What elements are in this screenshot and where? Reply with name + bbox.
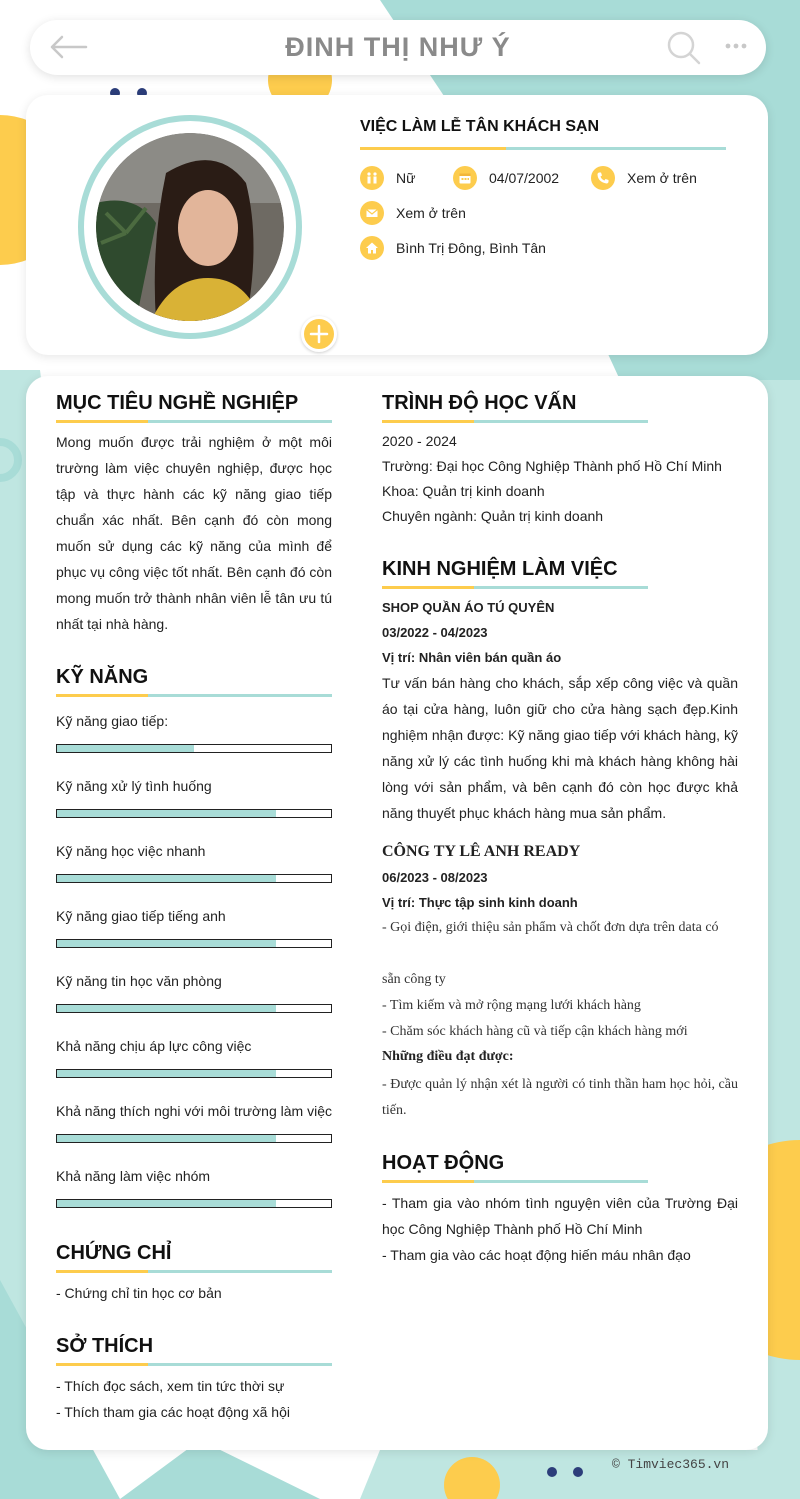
hobbies-underline-teal: [148, 1363, 332, 1366]
skill-label: Khả năng làm việc nhóm: [56, 1168, 211, 1184]
activities-title: HOẠT ĐỘNG: [382, 1152, 505, 1174]
plus-icon: [304, 319, 334, 349]
job2-line: sẵn công ty: [382, 972, 446, 987]
title-underline-teal: [506, 147, 726, 150]
job2-line: - Chăm sóc khách hàng cũ và tiếp cận khách hàng mới: [382, 1024, 688, 1039]
job2-line: - Tìm kiếm và mở rộng mạng lưới khách hàng: [382, 998, 641, 1013]
skills-underline-yellow: [56, 694, 148, 697]
email-row: [360, 201, 466, 225]
skills-underline-teal: [148, 694, 332, 697]
add-photo-button[interactable]: [301, 316, 337, 352]
skill-bar: [56, 1134, 332, 1143]
search-icon[interactable]: [666, 30, 702, 66]
profile-card: [26, 95, 768, 355]
education-underline-teal: [474, 420, 648, 423]
objective-underline-yellow: [56, 420, 148, 423]
skill-bar-fill: [57, 875, 276, 882]
mail-icon: [360, 201, 384, 225]
skill-bar-fill: [57, 1200, 276, 1207]
skill-bar: [56, 1069, 332, 1078]
job2-period: 06/2023 - 08/2023: [382, 870, 488, 885]
job1-period: 03/2022 - 04/2023: [382, 625, 488, 640]
skill-bar: [56, 939, 332, 948]
cv-body-card: [26, 376, 768, 1450]
phone-value: Xem ở trên: [627, 170, 697, 186]
certificates-title: CHỨNG CHỈ: [56, 1242, 172, 1264]
skill-bar: [56, 809, 332, 818]
page-title: ĐINH THỊ NHƯ Ý: [285, 32, 511, 62]
objective-text: Mong muốn được trải nghiệm ở một môi trường làm việc chuyên nghiệp, được học tập và thực hành các kỹ năng giao tiếp chuẩn xác nhất. Bên cạnh đó còn mong muốn sử dụng các kỹ năng của mình để phục vụ công việc tốt nhất. Bên cạnh đó còn mong muốn trở thành nhân viên lễ tân ưu tú nhất tại nhà hàng.: [56, 434, 332, 632]
calendar-icon: [453, 166, 477, 190]
objective-title: MỤC TIÊU NGHỀ NGHIỆP: [56, 392, 299, 414]
home-icon: [360, 236, 384, 260]
education-major: Chuyên ngành: Quản trị kinh doanh: [382, 508, 604, 524]
birthdate-row: [453, 166, 559, 190]
activity-item: - Tham gia vào các hoạt động hiến máu nhân đạo: [382, 1247, 691, 1263]
certificates-underline-yellow: [56, 1270, 148, 1273]
hobbies-underline-yellow: [56, 1363, 148, 1366]
education-school: Trường: Đại học Công Nghiệp Thành phố Hồ Chí Minh: [382, 458, 722, 474]
experience-underline-yellow: [382, 586, 474, 589]
phone-row: [591, 166, 697, 190]
skill-bar-fill: [57, 745, 194, 752]
skill-bar: [56, 1199, 332, 1208]
activity-item: - Tham gia vào nhóm tình nguyện viên của Trường Đại học Công Nghiệp Thành phố Hồ Chí Minh: [382, 1195, 738, 1237]
avatar-frame: [78, 115, 302, 339]
copyright: © Timviec365.vn: [612, 1457, 730, 1472]
skill-label: Kỹ năng học việc nhanh: [56, 843, 206, 859]
job2-position: Vị trí: Thực tập sinh kinh doanh: [382, 895, 578, 910]
skill-bar-fill: [57, 810, 276, 817]
hobby-item: - Thích đọc sách, xem tin tức thời sự: [56, 1378, 285, 1394]
skill-label: Kỹ năng giao tiếp:: [56, 713, 169, 729]
gender-value: Nữ: [396, 170, 416, 186]
gender-row: [360, 166, 415, 190]
objective-underline-teal: [148, 420, 332, 423]
title-underline-yellow: [360, 147, 506, 150]
certificates-underline-teal: [148, 1270, 332, 1273]
skill-bar: [56, 1004, 332, 1013]
skill-bar: [56, 874, 332, 883]
certificate-item: - Chứng chỉ tin học cơ bản: [56, 1285, 222, 1301]
skill-bar-fill: [57, 1005, 276, 1012]
top-bar: [30, 20, 766, 75]
job1-description: Tư vấn bán hàng cho khách, sắp xếp công việc và quần áo tại cửa hàng, luôn giữ cho cửa hàng sạch đẹp.Kinh nghiệm nhận được: Kỹ năng giao tiếp với khách hàng, kỹ năng xử lý các tình huống khi mà khách hàng không hài lòng với sản phẩm, và bên cạnh đó còn học được khả năng thuyết phục khách hàng mua sản phẩm.: [382, 675, 738, 821]
job2-achievements-title: Những điều đạt được:: [382, 1049, 514, 1064]
avatar: [96, 133, 284, 321]
hobby-item: - Thích tham gia các hoạt động xã hội: [56, 1404, 290, 1420]
education-years: 2020 - 2024: [382, 433, 457, 449]
skill-label: Khả năng thích nghi với môi trường làm việc: [56, 1103, 332, 1119]
skill-bar-fill: [57, 1135, 276, 1142]
job1-position: Vị trí: Nhân viên bán quần áo: [382, 650, 562, 665]
skill-label: Kỹ năng xử lý tình huống: [56, 778, 212, 794]
job2-achievements: - Được quản lý nhận xét là người có tinh thần ham học hỏi, cầu tiến.: [382, 1077, 738, 1118]
education-faculty: Khoa: Quản trị kinh doanh: [382, 483, 545, 499]
skills-title: KỸ NĂNG: [56, 666, 149, 688]
skill-bar-fill: [57, 1070, 276, 1077]
skill-label: Kỹ năng giao tiếp tiếng anh: [56, 908, 226, 924]
more-options-icon[interactable]: [724, 38, 748, 54]
job-title: VIỆC LÀM LỄ TÂN KHÁCH SẠN: [360, 118, 600, 135]
gender-icon: [360, 166, 384, 190]
phone-icon: [591, 166, 615, 190]
address-row: [360, 236, 546, 260]
birthdate-value: 04/07/2002: [489, 170, 560, 186]
skill-label: Khả năng chịu áp lực công việc: [56, 1038, 252, 1054]
email-value: Xem ở trên: [396, 205, 466, 221]
job1-company: SHOP QUẦN ÁO TÚ QUYÊN: [382, 600, 555, 615]
education-title: TRÌNH ĐỘ HỌC VẤN: [382, 392, 577, 414]
activities-underline-teal: [474, 1180, 648, 1183]
skill-label: Kỹ năng tin học văn phòng: [56, 973, 222, 989]
job2-line: - Gọi điện, giới thiệu sản phẩm và chốt đơn dựa trên data có: [382, 920, 719, 935]
hobbies-title: SỞ THÍCH: [56, 1335, 154, 1357]
skill-bar: [56, 744, 332, 753]
activities-underline-yellow: [382, 1180, 474, 1183]
skill-bar-fill: [57, 940, 276, 947]
experience-underline-teal: [474, 586, 648, 589]
experience-title: KINH NGHIỆM LÀM VIỆC: [382, 558, 618, 580]
education-underline-yellow: [382, 420, 474, 423]
job2-company: CÔNG TY LÊ ANH READY: [382, 843, 581, 860]
address-value: Bình Trị Đông, Bình Tân: [396, 240, 546, 256]
